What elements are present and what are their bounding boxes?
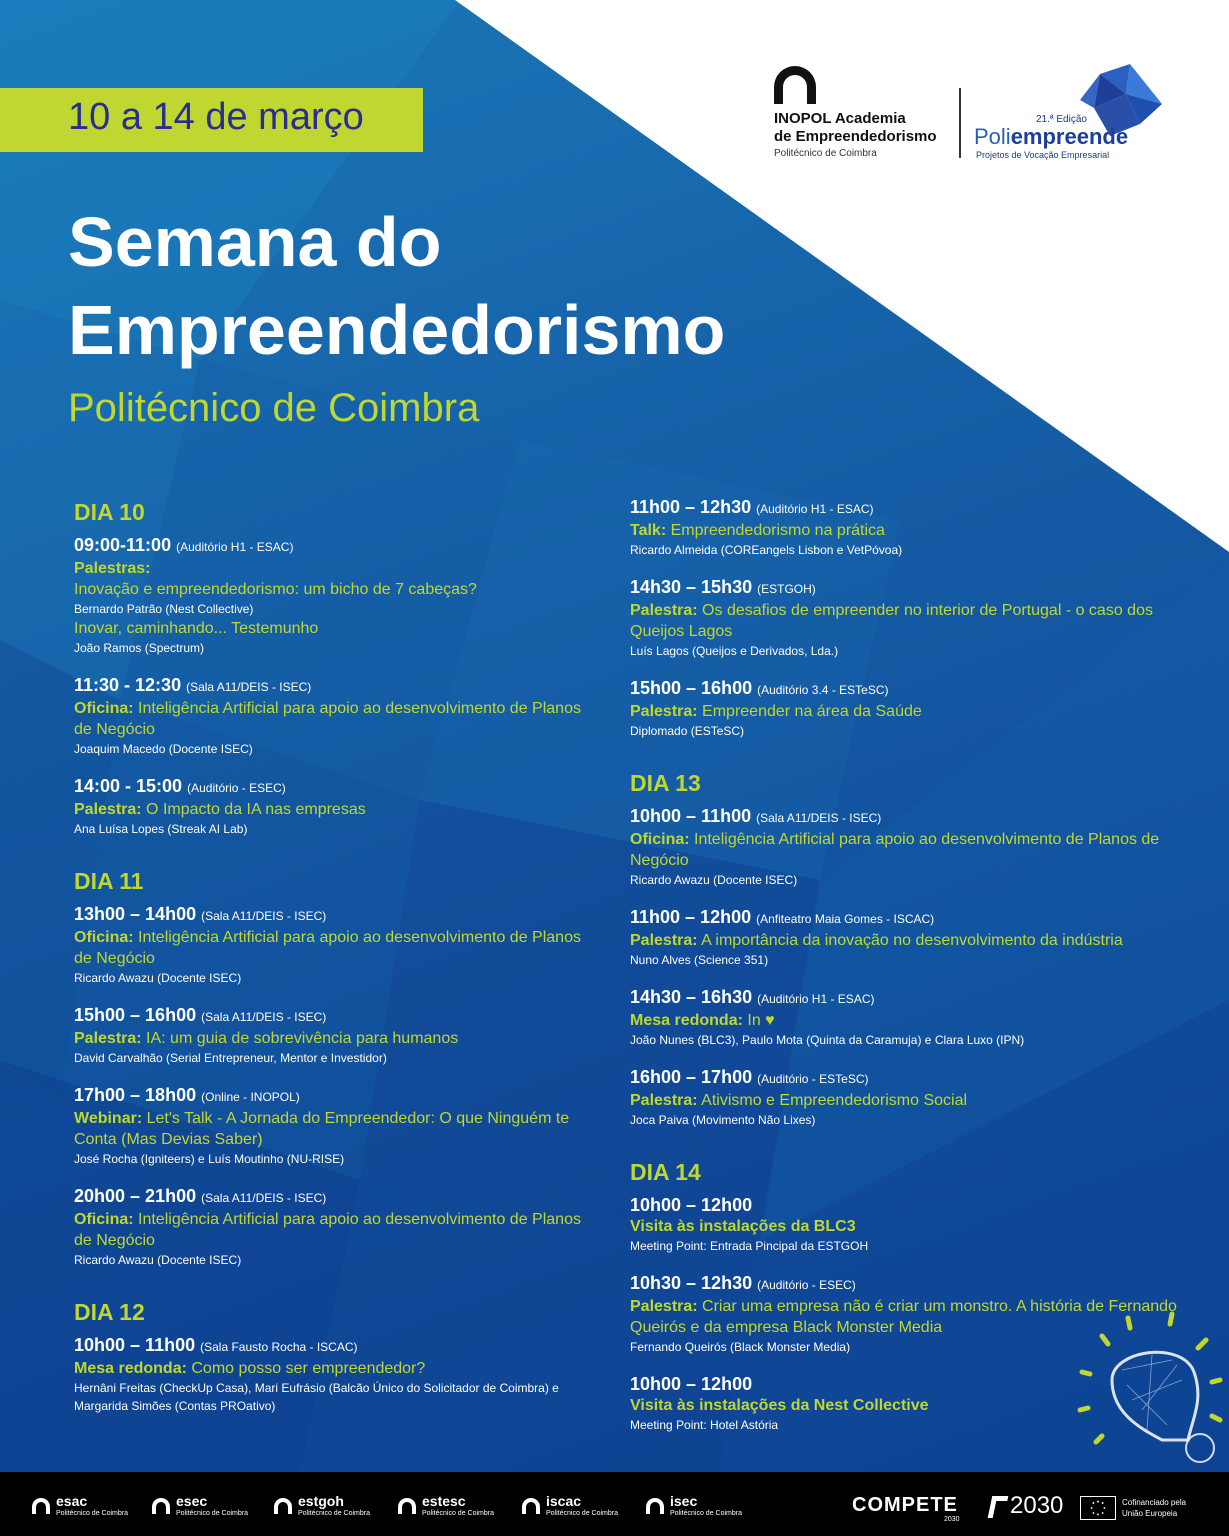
event-location: (Sala A11/DEIS - ISEC)	[186, 680, 312, 694]
schedule-event	[74, 1084, 594, 1168]
schedule-event	[630, 496, 1190, 559]
event-title-row	[74, 799, 594, 820]
event-title: Os desafios de empreender no interior de Portugal - o caso dos Queijos Lagos	[630, 602, 1153, 640]
schedule-event	[74, 534, 594, 657]
event-time: 17h00 – 18h00	[74, 1085, 197, 1105]
event-title: Let's Talk - A Jornada do Empreendedor: O que Ninguém te Conta (Mas Devias Saber)	[74, 1110, 570, 1148]
day-gap	[74, 1286, 594, 1298]
school-name: esac	[56, 1493, 88, 1509]
event-time: 10h00 – 11h00	[630, 806, 752, 826]
inopol-arch-icon	[774, 66, 816, 104]
event-type: Palestra:	[74, 1030, 142, 1047]
event-speaker: José Rocha (Igniteers) e Luís Moutinho (NU-RISE)	[74, 1152, 345, 1166]
event-title: Como posso ser empreendedor?	[191, 1360, 426, 1377]
school-name: iscac	[546, 1493, 582, 1509]
poli-name-b: empreende	[1010, 124, 1129, 149]
event-time-row	[630, 906, 1190, 930]
event-time: 10h00 – 12h00	[630, 1374, 753, 1394]
event-time-row	[630, 805, 1190, 829]
event-title-row	[630, 1090, 1190, 1111]
school-arch-icon	[152, 1498, 170, 1514]
event-speaker: Nuno Alves (Science 351)	[630, 953, 769, 967]
event-location: (Online - INOPOL)	[201, 1090, 300, 1104]
poli-edition: 21.ª Edição	[1036, 114, 1087, 125]
event-location: (Sala Fausto Rocha - ISCAC)	[200, 1340, 358, 1354]
event-title-row	[630, 600, 1190, 642]
event-title: In ♥	[747, 1012, 775, 1029]
school-name: esec	[176, 1493, 208, 1509]
title-line-2: Empreendedorismo	[68, 291, 726, 369]
event-type: Mesa redonda:	[630, 1012, 743, 1029]
event-type: Palestras:	[74, 560, 151, 577]
logo-divider	[959, 88, 961, 158]
event-title-row	[630, 520, 1190, 541]
event-speaker: Ricardo Awazu (Docente ISEC)	[630, 873, 798, 887]
event-time-row	[74, 1334, 594, 1358]
event-type: Palestra:	[630, 932, 698, 949]
inopol-subtitle: Politécnico de Coimbra	[774, 148, 877, 159]
school-subtitle: Politécnico de Coimbra	[176, 1510, 248, 1517]
event-time: 10h00 – 12h00	[630, 1195, 753, 1215]
school-arch-icon	[398, 1498, 416, 1514]
event-time: 20h00 – 21h00	[74, 1186, 197, 1206]
school-subtitle: Politécnico de Coimbra	[298, 1510, 370, 1517]
event-time-row	[74, 1185, 594, 1209]
schedule-event	[74, 775, 594, 838]
event-location: (Anfiteatro Maia Gomes - ISCAC)	[756, 912, 935, 926]
event-title: IA: um guia de sobrevivência para humanos	[146, 1030, 459, 1047]
event-location: (Auditório - ESTeSC)	[757, 1072, 869, 1086]
event-speaker: João Nunes (BLC3), Paulo Mota (Quinta da Caramuja) e Clara Luxo (IPN)	[630, 1033, 1025, 1047]
school-arch-icon	[274, 1498, 292, 1514]
compete-logo: COMPETE	[852, 1494, 958, 1516]
event-time-row	[74, 534, 594, 558]
event-title: Inteligência Artificial para apoio ao desenvolvimento de Planos de Negócio	[74, 929, 581, 967]
event-speaker: Diplomado (ESTeSC)	[630, 724, 745, 738]
eu-cofinanced	[1122, 1497, 1186, 1519]
day-gap	[630, 757, 1190, 769]
event-time-row	[630, 1066, 1190, 1090]
day-gap	[74, 855, 594, 867]
event-location: (ESTGOH)	[757, 582, 816, 596]
event-title-row	[630, 701, 1190, 722]
event-title: Empreendedorismo na prática	[670, 522, 885, 539]
event-title: Inteligência Artificial para apoio ao desenvolvimento de Planos de Negócio	[74, 700, 581, 738]
event-time-row	[74, 1004, 594, 1028]
schedule-event	[630, 1066, 1190, 1129]
event-title: A importância da inovação no desenvolvimento da indústria	[701, 932, 1123, 949]
school-name: isec	[670, 1493, 698, 1509]
event-type: Oficina:	[74, 1211, 134, 1228]
event-location: (Auditório H1 - ESAC)	[176, 540, 294, 554]
event-time: 14h30 – 16h30	[630, 987, 753, 1007]
schedule-event	[630, 906, 1190, 969]
schedule-event	[630, 576, 1190, 660]
schedule-event	[74, 1185, 594, 1269]
eu-line-1: Cofinanciado pela	[1122, 1498, 1187, 1507]
event-time: 11h00 – 12h00	[630, 907, 752, 927]
event-time-row	[630, 1272, 1190, 1296]
event-type: Webinar:	[74, 1110, 143, 1127]
event-time-row	[630, 576, 1190, 600]
school-name: estgoh	[298, 1493, 344, 1509]
event-title-row	[630, 1216, 1190, 1237]
school-subtitle: Politécnico de Coimbra	[546, 1510, 618, 1517]
event-title-row	[74, 1108, 594, 1150]
schedule-event	[74, 1004, 594, 1067]
event-type: Palestra:	[630, 602, 698, 619]
talk-title: Inovar, caminhando... Testemunho	[74, 620, 319, 637]
event-title: Criar uma empresa não é criar um monstro. A história de Fernando Queirós e da empresa Black Monster Media	[630, 1298, 1177, 1336]
event-dates: 10 a 14 de março	[68, 96, 364, 138]
inopol-name	[774, 110, 937, 146]
event-title-row	[74, 1028, 594, 1049]
event-title-row	[74, 558, 594, 579]
school-subtitle: Politécnico de Coimbra	[422, 1510, 494, 1517]
schedule-event	[74, 903, 594, 987]
event-speaker: Joca Paiva (Movimento Não Lixes)	[630, 1113, 816, 1127]
school-arch-icon	[522, 1498, 540, 1514]
portugal2030-icon	[988, 1496, 1009, 1518]
event-speaker: David Carvalhão (Serial Entrepreneur, Mentor e Investidor)	[74, 1051, 387, 1065]
eu-line-2: União Europeia	[1122, 1509, 1178, 1518]
event-time: 10h00 – 11h00	[74, 1335, 196, 1355]
school-subtitle: Politécnico de Coimbra	[670, 1510, 742, 1517]
event-time-row	[630, 986, 1190, 1010]
event-type: Oficina:	[74, 700, 134, 717]
event-title-row	[630, 1010, 1190, 1031]
schedule-event	[74, 1334, 594, 1415]
event-title-row	[74, 1209, 594, 1251]
day-heading: DIA 11	[74, 868, 144, 894]
event-time-row	[74, 775, 594, 799]
event-title-row	[74, 1358, 594, 1379]
poli-name	[974, 124, 1128, 150]
day-heading: DIA 14	[630, 1159, 701, 1185]
schedule-event	[630, 677, 1190, 740]
event-time-row	[74, 903, 594, 927]
school-arch-icon	[646, 1498, 664, 1514]
event-type: Palestra:	[630, 1298, 698, 1315]
talk-title: Inovação e empreendedorismo: um bicho de 7 cabeças?	[74, 581, 477, 598]
day-heading: DIA 13	[630, 770, 701, 796]
event-time-row	[74, 1084, 594, 1108]
event-title: Empreender na área da Saúde	[702, 703, 922, 720]
event-type: Mesa redonda:	[74, 1360, 187, 1377]
event-time: 11h00 – 12h30	[630, 497, 752, 517]
event-time: 16h00 – 17h00	[630, 1067, 753, 1087]
poliempreende-logo	[972, 64, 1172, 164]
school-name: estesc	[422, 1493, 466, 1509]
schedule-right-column	[630, 496, 1190, 1451]
footer-bar	[0, 1472, 1229, 1536]
event-speaker: Ricardo Awazu (Docente ISEC)	[74, 971, 242, 985]
poli-tagline: Projetos de Vocação Empresarial	[976, 150, 1110, 160]
event-location: (Sala A11/DEIS - ISEC)	[201, 1191, 327, 1205]
compete-year: 2030	[944, 1516, 960, 1523]
event-title-row	[74, 927, 594, 969]
event-title: Visita às instalações da BLC3	[630, 1218, 856, 1235]
eu-flag-icon	[1080, 1496, 1116, 1520]
schedule-event	[630, 1194, 1190, 1255]
event-speaker: Hernâni Freitas (CheckUp Casa), Mari Eufrásio (Balcão Único do Solicitador de Coimbra) e Margarida Simões (Contas PROativo)	[74, 1381, 559, 1413]
inopol-line-1: INOPOL Academia	[774, 110, 906, 127]
event-type: Palestra:	[630, 1092, 698, 1109]
event-location: (Auditório - ESEC)	[187, 781, 286, 795]
talk-speaker: João Ramos (Spectrum)	[74, 641, 205, 655]
event-title: Inteligência Artificial para apoio ao desenvolvimento de Planos de Negócio	[74, 1211, 581, 1249]
event-location: (Auditório H1 - ESAC)	[756, 502, 874, 516]
schedule-left-column	[74, 498, 594, 1432]
event-time-row	[630, 677, 1190, 701]
event-location: (Sala A11/DEIS - ISEC)	[201, 1010, 327, 1024]
event-speaker: Ricardo Almeida (COREangels Lisbon e VetPóvoa)	[630, 543, 903, 557]
event-time-row	[630, 496, 1190, 520]
event-title: O Impacto da IA nas empresas	[146, 801, 366, 818]
event-time: 14:00 - 15:00	[74, 776, 183, 796]
event-title: Ativismo e Empreendedorismo Social	[701, 1092, 968, 1109]
event-time: 13h00 – 14h00	[74, 904, 197, 924]
school-arch-icon	[32, 1498, 50, 1514]
event-speaker: Luís Lagos (Queijos e Derivados, Lda.)	[630, 644, 839, 658]
title-line-1: Semana do	[68, 203, 442, 281]
event-time: 15h00 – 16h00	[74, 1005, 197, 1025]
event-location: (Auditório H1 - ESAC)	[757, 992, 875, 1006]
talk-speaker: Bernardo Patrão (Nest Collective)	[74, 602, 254, 616]
schedule-event	[630, 805, 1190, 889]
event-title: Inteligência Artificial para apoio ao desenvolvimento de Planos de Negócio	[630, 831, 1160, 869]
portugal2030-logo: 2030	[1010, 1492, 1064, 1519]
event-location: (Sala A11/DEIS - ISEC)	[201, 909, 327, 923]
subtitle: Politécnico de Coimbra	[68, 386, 480, 430]
event-title-row	[630, 930, 1190, 951]
schedule-event	[74, 674, 594, 758]
event-time: 14h30 – 15h30	[630, 577, 753, 597]
event-type: Palestra:	[74, 801, 142, 818]
event-title-row	[630, 829, 1190, 871]
event-time: 09:00-11:00	[74, 535, 172, 555]
event-speaker: Ricardo Awazu (Docente ISEC)	[74, 1253, 242, 1267]
event-time: 15h00 – 16h00	[630, 678, 753, 698]
day-gap	[630, 1146, 1190, 1158]
event-speaker: Fernando Queirós (Black Monster Media)	[630, 1340, 851, 1354]
school-subtitle: Politécnico de Coimbra	[56, 1510, 128, 1517]
event-title: Visita às instalações da Nest Collective	[630, 1397, 929, 1414]
event-location: (Sala A11/DEIS - ISEC)	[756, 811, 882, 825]
inopol-logo	[774, 66, 954, 166]
inopol-line-2: de Empreendedorismo	[774, 128, 937, 145]
event-time-row	[74, 674, 594, 698]
event-speaker: Meeting Point: Hotel Astória	[630, 1418, 779, 1432]
event-title-row	[74, 698, 594, 740]
event-type: Oficina:	[74, 929, 134, 946]
event-speaker: Ana Luísa Lopes (Streak AI Lab)	[74, 822, 248, 836]
schedule-event	[630, 986, 1190, 1049]
event-type: Talk:	[630, 522, 667, 539]
event-time: 11:30 - 12:30	[74, 675, 182, 695]
event-location: (Auditório - ESEC)	[757, 1278, 856, 1292]
event-time: 10h30 – 12h30	[630, 1273, 753, 1293]
poli-name-a: Poli	[974, 124, 1011, 149]
event-location: (Auditório 3.4 - ESTeSC)	[757, 683, 889, 697]
event-speaker: Joaquim Macedo (Docente ISEC)	[74, 742, 253, 756]
lightbulb-icon	[1072, 1310, 1229, 1470]
event-time-row	[630, 1194, 1190, 1216]
event-type: Palestra:	[630, 703, 698, 720]
day-heading: DIA 10	[74, 499, 145, 525]
day-heading: DIA 12	[74, 1299, 145, 1325]
event-speaker: Meeting Point: Entrada Pincipal da ESTGOH	[630, 1239, 869, 1253]
event-type: Oficina:	[630, 831, 690, 848]
